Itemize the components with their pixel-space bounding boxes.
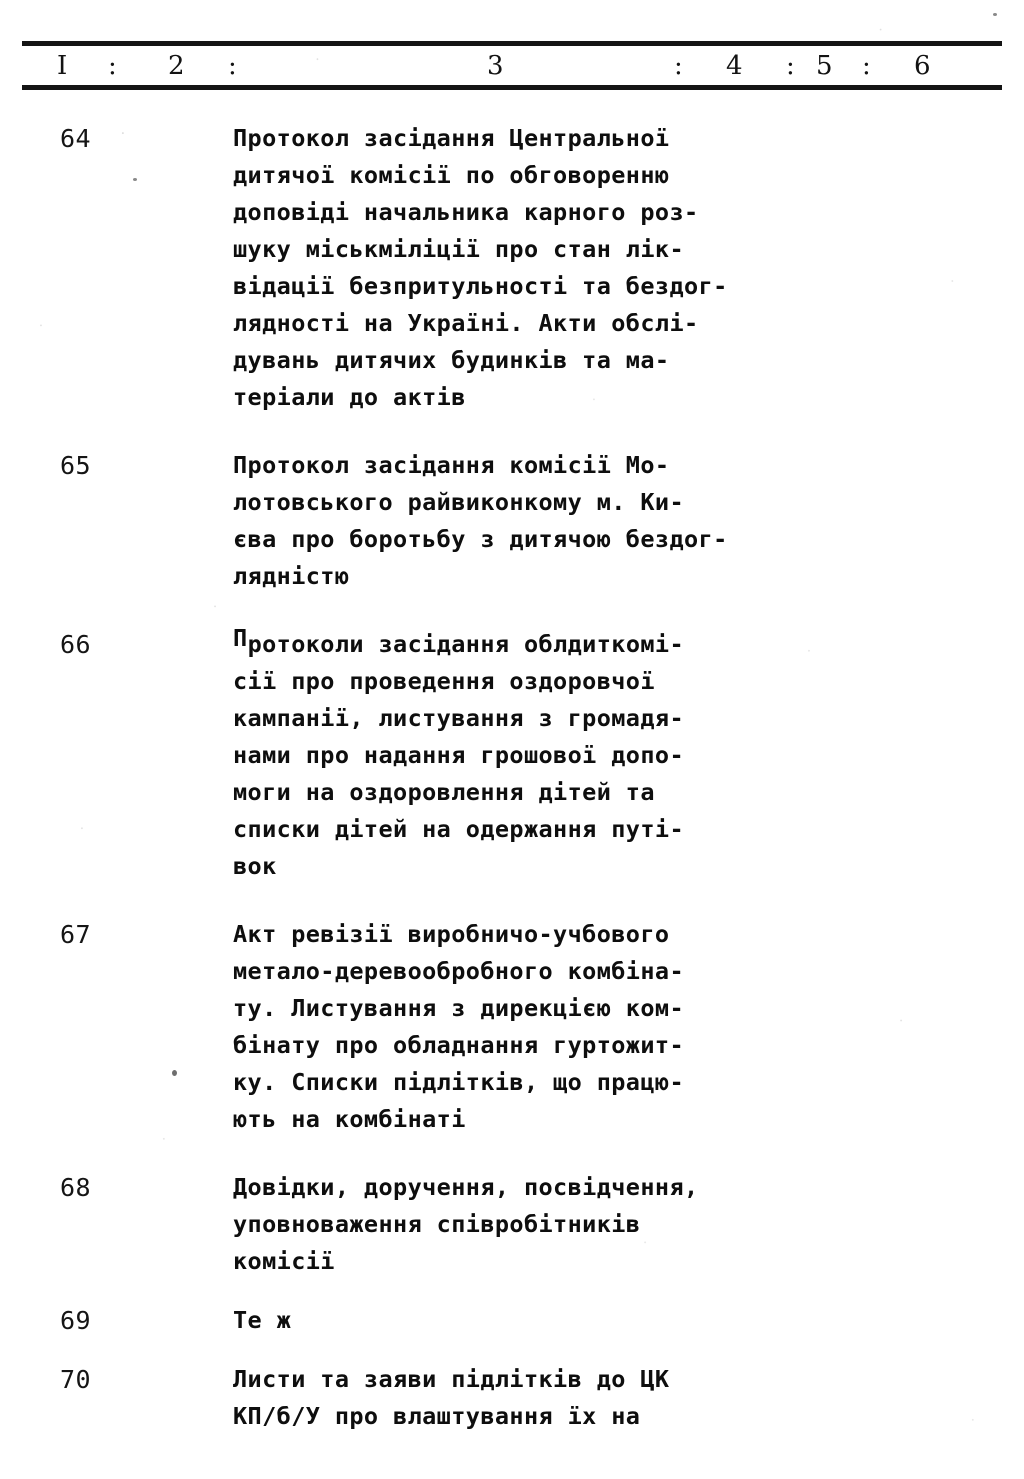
scan-speck bbox=[172, 1070, 177, 1076]
entry-line: відації безпритульності та бездог- bbox=[233, 272, 728, 300]
entry-line: сії про проведення оздоровчої bbox=[233, 667, 655, 695]
inventory-entry-list bbox=[0, 120, 1024, 1435]
inventory-entry bbox=[0, 626, 1024, 885]
raised-initial-glyph: П bbox=[233, 624, 248, 652]
entry-spacer bbox=[0, 1138, 1024, 1169]
entry-number: 70 bbox=[60, 1365, 92, 1394]
column-separator-5: : bbox=[862, 51, 871, 81]
inventory-entry bbox=[0, 1361, 1024, 1435]
entry-number: 65 bbox=[60, 451, 92, 480]
entry-line: єва про боротьбу з дитячою бездог- bbox=[233, 525, 728, 553]
entry-line: вок bbox=[233, 852, 277, 880]
entry-line: ляднiстю bbox=[233, 562, 350, 590]
entry-line: шуку міськміліції про стан лік- bbox=[233, 235, 684, 263]
entry-spacer bbox=[0, 595, 1024, 626]
column-separator-4: : bbox=[786, 51, 795, 81]
entry-line: ють на комбінаті bbox=[233, 1105, 466, 1133]
entry-line: доповіді начальника карного роз- bbox=[233, 198, 699, 226]
column-separator-1: : bbox=[108, 51, 117, 81]
header-rule-bottom bbox=[22, 85, 1002, 90]
entry-line: ку. Списки підлітків, що працю- bbox=[233, 1068, 684, 1096]
entry-description bbox=[233, 120, 793, 416]
entry-line: ту. Листування з дирекцією ком- bbox=[233, 994, 684, 1022]
entry-line: нами про надання грошової допо- bbox=[233, 741, 684, 769]
entry-number: 68 bbox=[60, 1173, 92, 1202]
column-number-4: 4 bbox=[726, 51, 743, 81]
entry-line: КП/б/У про влаштування їх на bbox=[233, 1402, 641, 1430]
inventory-entry bbox=[0, 120, 1024, 416]
column-separator-2: : bbox=[228, 51, 237, 81]
entry-spacer bbox=[0, 416, 1024, 447]
entry-description bbox=[233, 916, 793, 1138]
entry-line: Протокол засідання Центральної bbox=[233, 124, 670, 152]
entry-spacer bbox=[0, 1280, 1024, 1302]
entry-description bbox=[233, 447, 793, 595]
entry-line: теріали до актів bbox=[233, 383, 466, 411]
entry-number: 66 bbox=[60, 630, 92, 659]
inventory-entry bbox=[0, 447, 1024, 595]
entry-line-remainder: ротоколи засідання облдиткомі- bbox=[247, 630, 685, 658]
entry-line: Те ж bbox=[233, 1306, 292, 1334]
column-number-header bbox=[0, 48, 1024, 84]
entry-line: лядності на Україні. Акти обслі- bbox=[233, 309, 699, 337]
entry-line: Листи та заяви підлітків до ЦК bbox=[233, 1365, 670, 1393]
entry-description bbox=[233, 626, 793, 885]
entry-line: дувань дитячих будинків та ма- bbox=[233, 346, 670, 374]
entry-number: 67 bbox=[60, 920, 92, 949]
inventory-entry bbox=[0, 916, 1024, 1138]
entry-description bbox=[233, 1361, 793, 1435]
scan-speck bbox=[133, 178, 137, 181]
column-number-1: I bbox=[57, 51, 68, 81]
column-number-2: 2 bbox=[168, 51, 185, 81]
entry-line: Акт ревізії виробничо-учбового bbox=[233, 920, 670, 948]
entry-line: Протокол засідання комісії Мо- bbox=[233, 451, 670, 479]
entry-description bbox=[233, 1302, 793, 1339]
scan-speck bbox=[993, 13, 997, 16]
entry-description bbox=[233, 1169, 793, 1280]
column-number-3: 3 bbox=[487, 51, 504, 81]
inventory-entry bbox=[0, 1169, 1024, 1280]
entry-line: метало-деревообробного комбіна- bbox=[233, 957, 684, 985]
entry-line: дитячої комісії по обговоренню bbox=[233, 161, 670, 189]
entry-number: 64 bbox=[60, 124, 92, 153]
column-separator-3: : bbox=[674, 51, 683, 81]
entry-line: кампанії, листування з громадя- bbox=[233, 704, 684, 732]
column-number-6: 6 bbox=[914, 51, 931, 81]
entry-line: комісії bbox=[233, 1247, 335, 1275]
header-rule-top bbox=[22, 41, 1002, 46]
entry-line bbox=[233, 626, 793, 663]
column-number-5: 5 bbox=[816, 51, 833, 81]
entry-number: 69 bbox=[60, 1306, 92, 1335]
inventory-entry bbox=[0, 1302, 1024, 1339]
entry-spacer bbox=[0, 885, 1024, 916]
entry-line: уповноваження співробітників bbox=[233, 1210, 641, 1238]
entry-line: Довідки, доручення, посвідчення, bbox=[233, 1173, 699, 1201]
entry-line: лотовського райвиконкому м. Ки- bbox=[233, 488, 684, 516]
entry-line: бінату про обладнання гуртожит- bbox=[233, 1031, 684, 1059]
entry-spacer bbox=[0, 1339, 1024, 1361]
entry-line: списки дітей на одержання путі- bbox=[233, 815, 684, 843]
entry-line: моги на оздоровлення дітей та bbox=[233, 778, 655, 806]
